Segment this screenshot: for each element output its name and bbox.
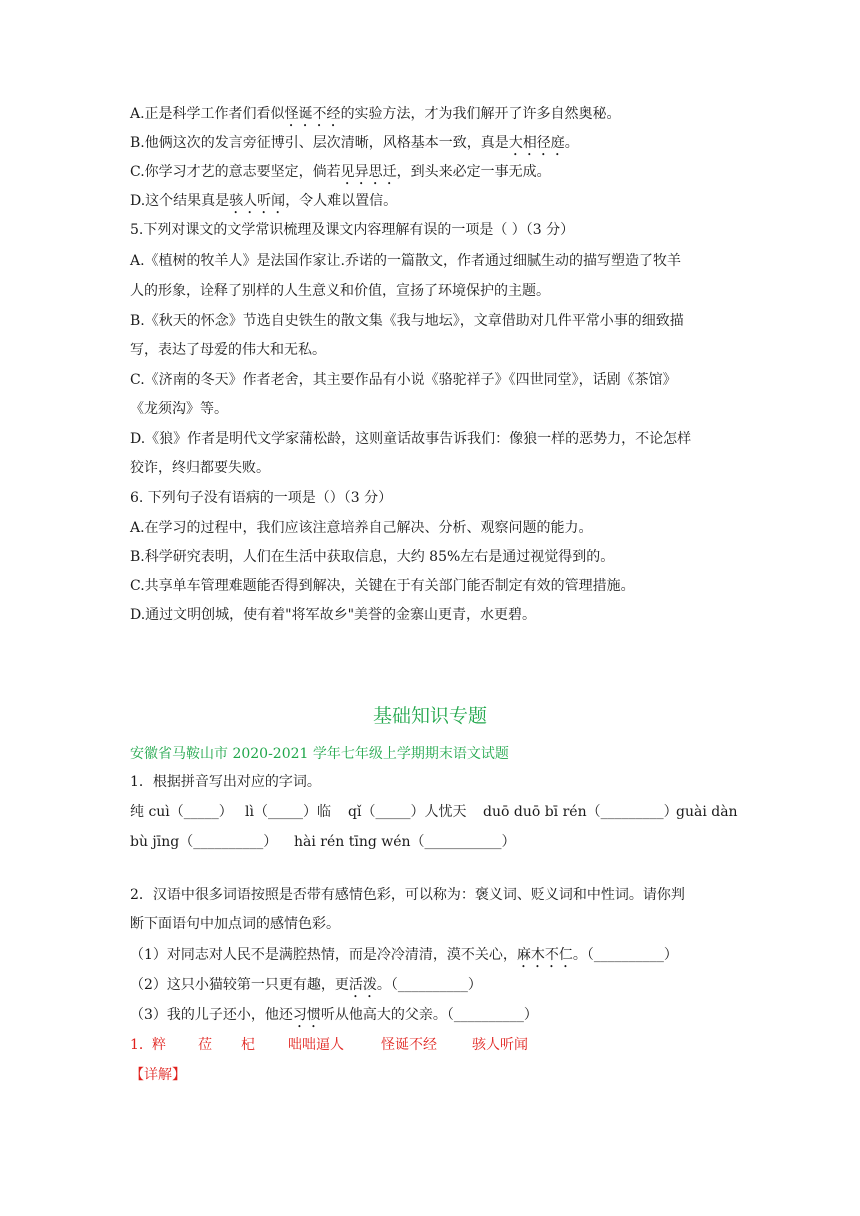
answer-item: 杞: [241, 1037, 255, 1053]
pinyin-item: qǐ（_____）人忧天: [348, 804, 467, 820]
dotted-word: 骇人听闻: [229, 193, 286, 209]
q5-option-a-line2: 人的形象，诠释了别样的人生意义和价值，宣扬了环境保护的主题。: [130, 283, 550, 299]
exam-source: 安徽省马鞍山市 2020-2021 学年七年级上学期期末语文试题: [130, 746, 509, 762]
p2-sentence-2: （2）这只小猫较第一只更有趣，更活泼。（__________）: [130, 977, 482, 993]
answer-item: 粹: [152, 1037, 166, 1053]
pinyin-item: lì（_____）临: [245, 804, 331, 820]
answer-line: [130, 1035, 740, 1055]
pinyin-item: hài rén tīng wén（___________）: [294, 834, 516, 850]
q4-option-b: B.他俩这次的发言旁征博引、层次清晰，风格基本一致，真是大相径庭。: [130, 135, 579, 151]
p2-sentence-1: （1）对同志对人民不是满腔热情，而是冷冷清清，漠不关心，麻木不仁。（__________）: [130, 947, 678, 963]
p1-row1: [130, 802, 740, 822]
answer-item: 咄咄逼人: [288, 1037, 344, 1053]
pinyin-item: guài dàn: [676, 804, 738, 820]
p2-stem-line1: 2．汉语中很多词语按照是否带有感情色彩，可以称为：褒义词、贬义词和中性词。请你判: [130, 887, 685, 903]
dotted-word: 麻木不仁: [516, 947, 573, 963]
answer-label: 1．: [130, 1037, 153, 1053]
p1-stem: 1．根据拼音写出对应的字词。: [130, 774, 321, 790]
q5-option-a-line1: A.《植树的牧羊人》是法国作家让.乔诺的一篇散文，作者通过细腻生动的描写塑造了牧羊: [130, 253, 682, 269]
section-title: 基础知识专题: [372, 705, 487, 727]
q4-option-c: C.你学习才艺的意志要坚定，倘若见异思迁，到头来必定一事无成。: [130, 164, 551, 180]
q5-option-d-line2: 狡诈，终归都要失败。: [130, 460, 270, 476]
q5-option-d-line1: D.《狼》作者是明代文学家蒲松龄，这则童话故事告诉我们：像狼一样的恶势力，不论怎样: [130, 431, 692, 447]
q6-option-b: B.科学研究表明，人们在生活中获取信息，大约 85%左右是通过视觉得到的。: [130, 549, 615, 565]
p2-sentence-3: （3）我的儿子还小，他还习惯听从他高大的父亲。（__________）: [130, 1007, 538, 1023]
q4-option-a: A.正是科学工作者们看似怪诞不经的实验方法，才为我们解开了许多自然奥秘。: [130, 106, 621, 122]
dotted-word: 习惯: [292, 1007, 321, 1023]
pinyin-item: 纯 cuì（_____）: [130, 804, 233, 820]
pinyin-item: duō duō bī rén（_________）: [483, 804, 678, 820]
q6-option-a: A.在学习的过程中，我们应该注意培养自己解决、分析、观察问题的能力。: [130, 520, 593, 536]
q5-option-c-line2: 《龙须沟》等。: [130, 401, 228, 417]
answer-item: 莅: [198, 1037, 212, 1053]
q6-stem: 6. 下列句子没有语病的一项是（）（3 分）: [130, 490, 393, 506]
pinyin-item: bù jīng（__________）: [130, 834, 278, 850]
q6-option-c: C.共享单车管理难题能否得到解决，关键在于有关部门能否制定有效的管理措施。: [130, 578, 635, 594]
q5-stem: 5.下列对课文的文学常识梳理及课文内容理解有误的一项是（ ）（3 分）: [130, 222, 575, 238]
dotted-word: 怪诞不经: [284, 106, 341, 122]
q5-option-c-line1: C.《济南的冬天》作者老舍，其主要作品有小说《骆驼祥子》《四世同堂》，话剧《茶馆》: [130, 372, 677, 388]
q5-option-b-line1: B.《秋天的怀念》节选自史铁生的散文集《我与地坛》，文章借助对几件平常小事的细致描: [130, 313, 684, 329]
p2-stem-line2: 断下面语句中加点词的感情色彩。: [130, 916, 340, 932]
dotted-word: 活泼: [348, 977, 377, 993]
q5-option-b-line2: 写，表达了母爱的伟大和无私。: [130, 342, 326, 358]
q4-option-d: D.这个结果真是骇人听闻，令人难以置信。: [130, 193, 398, 209]
detail-label: 【详解】: [130, 1067, 186, 1083]
p1-row2: [130, 832, 740, 852]
answer-item: 怪诞不经: [381, 1037, 437, 1053]
dotted-word: 大相径庭: [508, 135, 565, 151]
q6-option-d: D.通过文明创城，使有着"将军故乡"美誉的金寨山更青，水更碧。: [130, 607, 537, 623]
answer-item: 骇人听闻: [472, 1037, 528, 1053]
dotted-word: 见异思迁: [340, 164, 397, 180]
